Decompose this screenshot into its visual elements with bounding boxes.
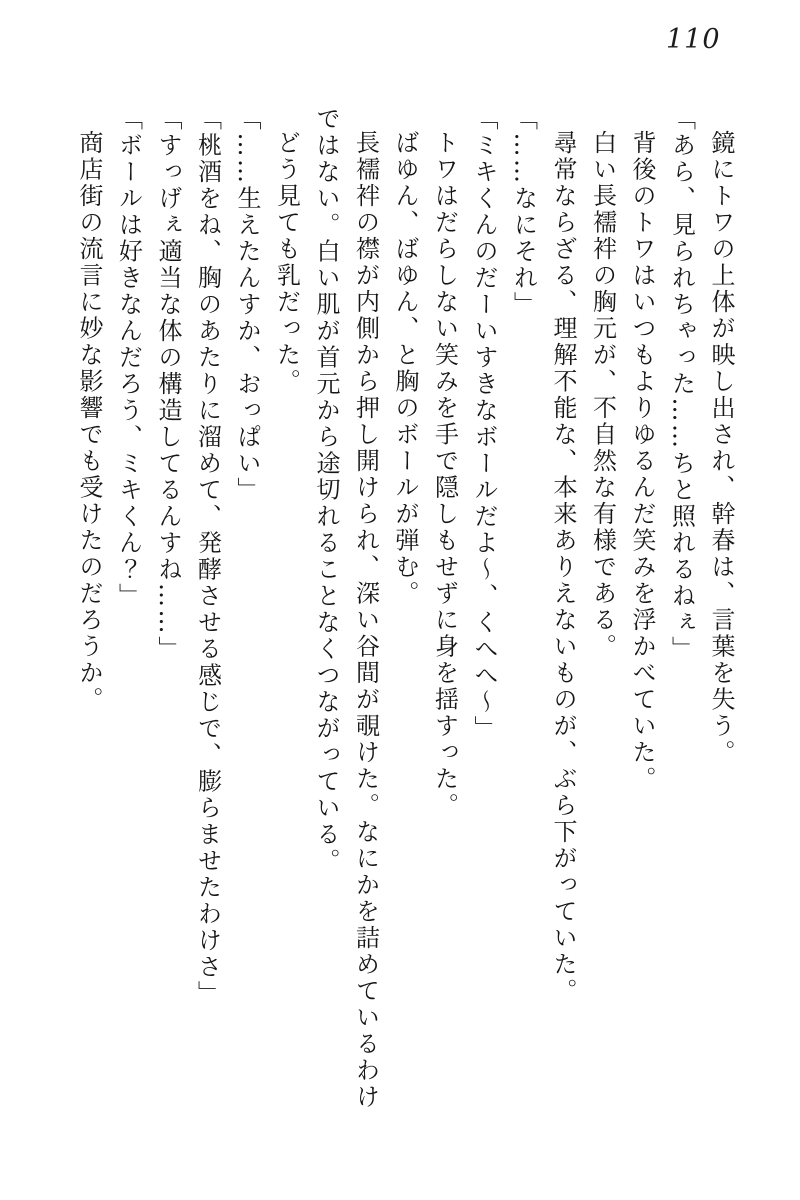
text-line: ばゆん、ばゆん、と胸のボールが弾む。 <box>391 130 419 607</box>
text-line: 「……なにそれ」 <box>509 106 538 318</box>
text-line: 「すっげぇ適当な体の構造してるんすね……」 <box>154 106 182 663</box>
text-line: 商店街の流言に妙な影響でも受けたのだろうか。 <box>75 130 103 713</box>
text-line: 尋常ならざる、理解不能な、本来ありえないものが、ぶら下がっていた。 <box>549 130 577 1005</box>
text-line: 「桃酒をね、胸のあたりに溜めて、発酵させる感じで、膨らませたわけさ」 <box>193 106 222 1007</box>
page-number: 110 <box>666 24 721 55</box>
text-line: 背後のトワはいつもよりゆるんだ笑みを浮かべていた。 <box>628 130 656 793</box>
text-block <box>48 106 740 1130</box>
text-line: トワはだらしない笑みを手で隠しもせずに身を揺すった。 <box>430 130 459 819</box>
text-line: 「ボールは好きなんだろう、ミキくん？」 <box>114 106 143 610</box>
text-line: 「ミキくんのだーいすきなボールだよ〜、くへへ〜」 <box>470 106 498 742</box>
text-line: 鏡にトワの上体が映し出され、幹春は、言葉を失う。 <box>707 130 735 766</box>
text-line: どう見ても乳だった。 <box>272 130 301 395</box>
text-line: 白い長襦袢の胸元が、不自然な有様である。 <box>588 130 617 660</box>
text-line: 「……生えたんすか、おっぱい」 <box>233 106 261 504</box>
text-line: 長襦袢の襟が内側から押し開けられ、深い谷間が覗けた。なにかを詰めているわけではない。白い肌が首元から途切れることなくつながっている。 <box>312 106 380 1111</box>
text-line: 「あら、見られちゃった……ちと照れるねぇ」 <box>667 106 696 663</box>
